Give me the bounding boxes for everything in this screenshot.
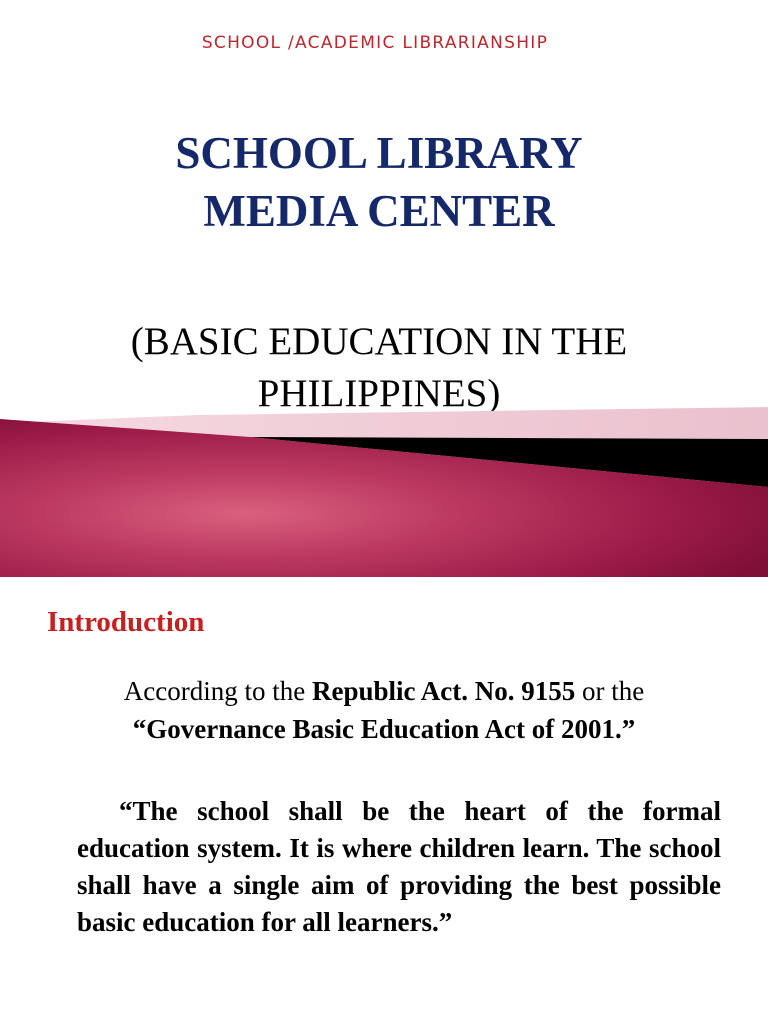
page-title xyxy=(0,124,758,240)
subtitle-line-2: PHILIPPINES) xyxy=(257,372,501,415)
decorative-banner xyxy=(0,405,768,577)
title-line-1: SCHOOL LIBRARY xyxy=(175,128,583,178)
act-title: “Governance Basic Education Act of 2001.” xyxy=(132,714,636,744)
act-line-1 xyxy=(0,672,768,710)
header-label: SCHOOL /ACADEMIC LIBRARIANSHIP xyxy=(201,33,549,53)
subtitle-line-1: (BASIC EDUCATION IN THE xyxy=(130,320,628,363)
act-prefix: According to the xyxy=(123,676,312,706)
school-quote: “The school shall be the heart of the formal education system. It is where children learn. The school shall have a single aim of providing the best possible basic education for all learners.” xyxy=(77,796,721,937)
act-line-2 xyxy=(0,710,768,748)
act-middle: or the xyxy=(575,676,645,706)
act-name: Republic Act. No. 9155 xyxy=(311,676,576,706)
title-line-2: MEDIA CENTER xyxy=(203,186,555,236)
introduction-heading: Introduction xyxy=(47,606,205,638)
act-reference xyxy=(0,672,768,748)
